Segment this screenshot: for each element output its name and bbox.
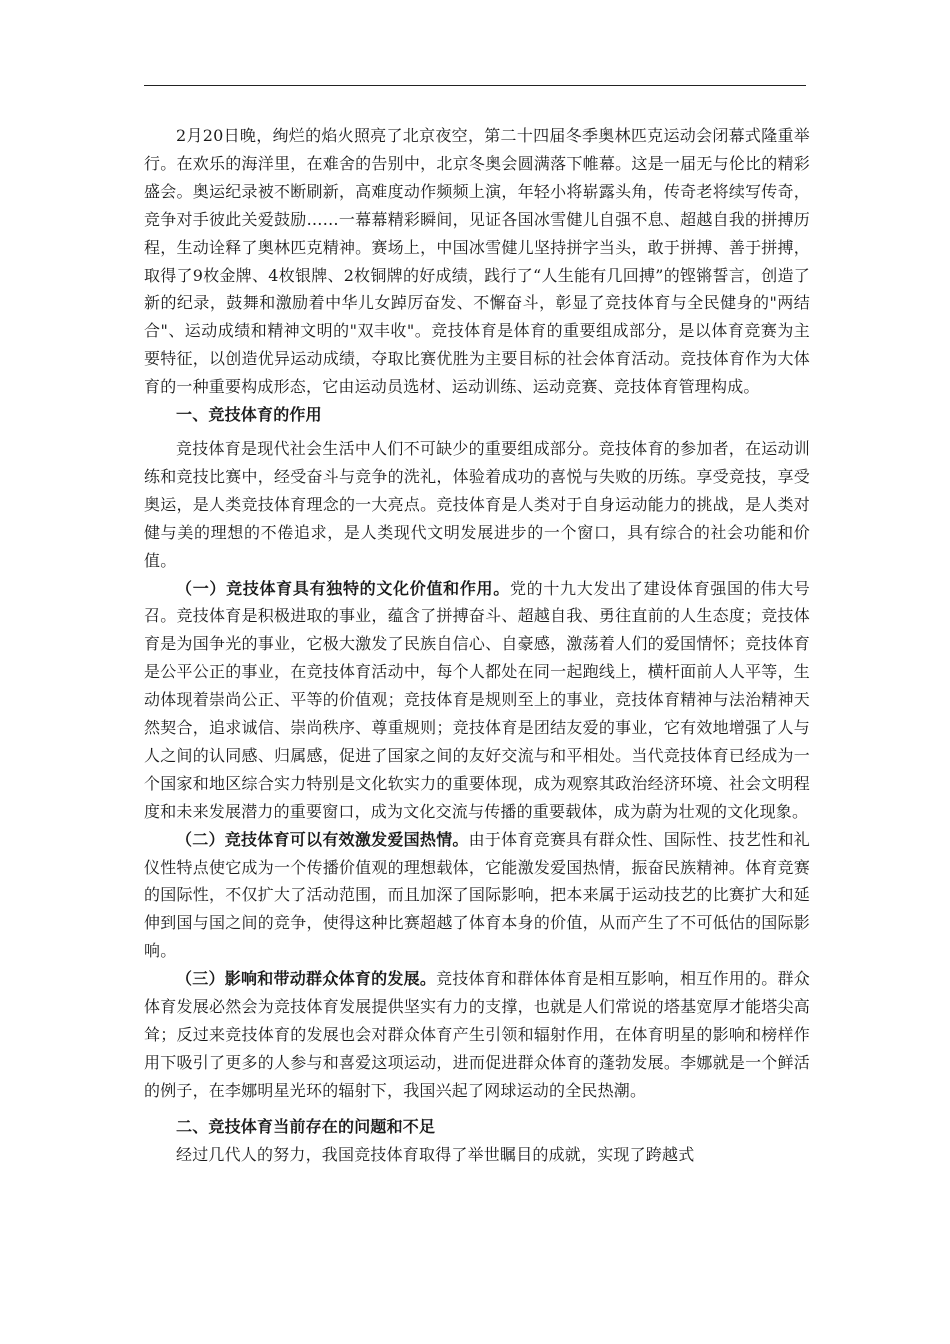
document-body <box>144 122 810 1169</box>
subsection-1-body: 党的十九大发出了建设体育强国的伟大号召。竞技体育是积极进取的事业，蕴含了拼搏奋斗、超越自我、勇往直前的人生态度；竞技体育是为国争光的事业，它极大激发了民族自信心、自豪感，激荡着人们的爱国情怀；竞技体育是公平公正的事业，在竞技体育活动中，每个人都处在同一起跑线上，横杆面前人人平等，生动体现着崇尚公正、平等的价值观；竞技体育是规则至上的事业，竞技体育精神与法治精神天然契合，追求诚信、崇尚秩序、尊重规则；竞技体育是团结友爱的事业，它有效地增强了人与人之间的认同感、归属感，促进了国家之间的友好交流与和平相处。当代竞技体育已经成为一个国家和地区综合实力特别是文化软实力的重要体现，成为观察其政治经济环境、社会文明程度和未来发展潜力的重要窗口，成为文化交流与传播的重要载体，成为蔚为壮观的文化现象。 <box>144 578 810 821</box>
subsection-1-paragraph <box>144 575 810 826</box>
subsection-2-body: 由于体育竞赛具有群众性、国际性、技艺性和礼仪性特点使它成为一个传播价值观的理想载体，它能激发爱国热情，振奋民族精神。体育竞赛的国际性，不仅扩大了活动范围，而且加深了国际影响，把本来属于运动技艺的比赛扩大和延伸到国与国之间的竞争，使得这种比赛超越了体育本身的价值，从而产生了不可低估的国际影响。 <box>144 829 810 961</box>
subsection-2-paragraph <box>144 826 810 966</box>
subsection-2-title: （二）竞技体育可以有效激发爱国热情。 <box>176 829 469 849</box>
subsection-3-body: 竞技体育和群体体育是相互影响，相互作用的。群众体育发展必然会为竞技体育发展提供坚实有力的支撑，也就是人们常说的塔基宽厚才能塔尖高耸；反过来竞技体育的发展也会对群众体育产生引领和辐射作用，在体育明星的影响和榜样作用下吸引了更多的人参与和喜爱这项运动，进而促进群众体育的蓬勃发展。李娜就是一个鲜活的例子，在李娜明星光环的辐射下，我国兴起了网球运动的全民热潮。 <box>144 969 810 1100</box>
subsection-3-paragraph <box>144 965 810 1105</box>
paragraph-problems-intro: 经过几代人的努力，我国竞技体育取得了举世瞩目的成就，实现了跨越式 <box>176 1144 695 1164</box>
header-rule <box>144 85 806 86</box>
intro-paragraph: 2月20日晚，绚烂的焰火照亮了北京夜空，第二十四届冬季奥林匹克运动会闭幕式隆重举行。在欢乐的海洋里，在难舍的告别中，北京冬奥会圆满落下帷幕。这是一届无与伦比的精彩盛会。奥运纪录被不断刷新，高难度动作频频上演，年轻小将崭露头角，传奇老将续写传奇，竞争对手彼此关爱鼓励……一幕幕精彩瞬间，见证各国冰雪健儿自强不息、超越自我的拼搏历程，生动诠释了奥林匹克精神。赛场上，中国冰雪健儿坚持拼字当头，敢于拼搏、善于拼搏，取得了9枚金牌、4枚银牌、2枚铜牌的好成绩，践行了“人生能有几回搏”的铿锵誓言，创造了新的纪录，鼓舞和激励着中华儿女踔厉奋发、不懈奋斗，彰显了竞技体育与全民健身的"两结合"、运动成绩和精神文明的"双丰收"。竞技体育是体育的重要组成部分，是以体育竞赛为主要特征，以创造优异运动成绩，夺取比赛优胜为主要目标的社会体育活动。竞技体育作为大体育的一种重要构成形态，它由运动员选材、运动训练、运动竞赛、竞技体育管理构成。 <box>144 126 810 397</box>
spacer <box>144 1105 810 1113</box>
section-heading-2: 二、竞技体育当前存在的问题和不足 <box>176 1116 436 1136</box>
section-heading-1: 一、竞技体育的作用 <box>176 405 322 425</box>
paragraph-role-overview: 竞技体育是现代社会生活中人们不可缺少的重要组成部分。竞技体育的参加者，在运动训练和竞技比赛中，经受奋斗与竞争的洗礼，体验着成功的喜悦与失败的历练。享受竞技，享受奥运，是人类竞技体育理念的一大亮点。竞技体育是人类对于自身运动能力的挑战，是人类对健与美的理想的不倦追求，是人类现代文明发展进步的一个窗口，具有综合的社会功能和价值。 <box>144 438 810 570</box>
subsection-3-title: （三）影响和带动群众体育的发展。 <box>176 969 437 989</box>
subsection-1-title: （一）竞技体育具有独特的文化价值和作用。 <box>176 578 510 598</box>
